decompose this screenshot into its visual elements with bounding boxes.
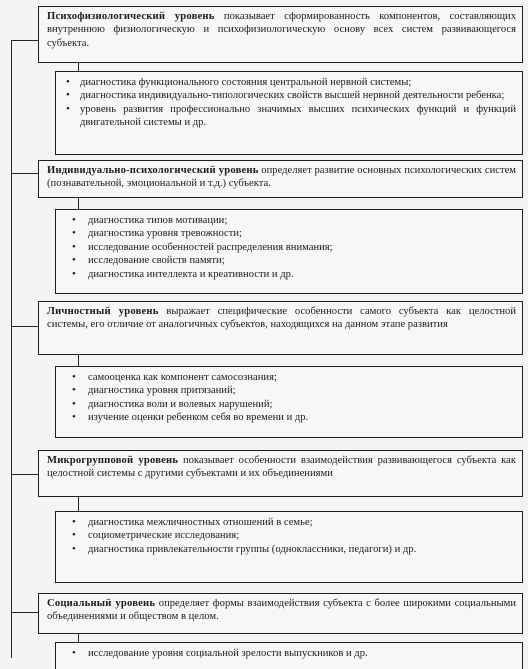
- list-item: • изучение оценки ребенком себя во времени и др.: [66, 411, 516, 424]
- list-item: • исследование особенностей распределения внимания;: [66, 241, 516, 254]
- list-box-psychophysiological: [55, 71, 523, 155]
- connector-down-3: [78, 355, 79, 366]
- list-box-microgroup: [55, 511, 523, 583]
- list-item: • уровень развития профессионально значимых высших психических функций и функций двигательной системы и др.: [66, 103, 516, 130]
- connector-stub-2: [11, 173, 38, 174]
- list-box-personal: [55, 366, 523, 438]
- list-box-individual-psychological: [55, 209, 523, 294]
- list-item: • диагностика межличностных отношений в семье;: [66, 516, 516, 529]
- connector-down-4: [78, 497, 79, 511]
- left-connector-line: [11, 40, 12, 658]
- level-description: определяет формы взаимодействия субъекта с более широкими социальными объединениями и обществом в целом.: [47, 598, 517, 623]
- level-box-individual-psychological: [38, 160, 523, 198]
- list-item: • социометрические исследования;: [66, 529, 516, 542]
- level-description: выражает специфические особенности самого субъекта как целостной системы, его отличие от аналогичных субъектов, находящихся на данном этапе развития: [47, 306, 517, 331]
- list-item: • диагностика функционального состояния центральной нервной системы;: [66, 76, 516, 89]
- list-item: • диагностика индивидуально-типологических свойств высшей нервной деятельности ребенка;: [66, 89, 516, 102]
- list-item: • исследование уровня социальной зрелости выпускников и др.: [66, 647, 516, 660]
- list-item: • диагностика типов мотивации;: [66, 214, 516, 227]
- level-box-microgroup: [38, 450, 523, 497]
- level-title: Психофизиологический уровень: [47, 11, 215, 22]
- connector-stub-1: [11, 40, 38, 41]
- level-box-social: [38, 593, 523, 634]
- level-title: Социальный уровень: [47, 598, 156, 609]
- list-item: • диагностика уровня притязаний;: [66, 384, 516, 397]
- level-title: Личностный уровень: [47, 306, 159, 317]
- connector-stub-3: [11, 326, 38, 327]
- list-item: • диагностика уровня тревожности;: [66, 227, 516, 240]
- connector-down-1: [78, 62, 79, 71]
- level-box-personal: [38, 301, 523, 355]
- connector-stub-5: [11, 612, 38, 613]
- level-box-psychophysiological: [38, 6, 523, 63]
- connector-down-5: [78, 634, 79, 642]
- level-description: определяет развитие основных психологических систем (познавательной, эмоциональной и т.д.) субъекта.: [47, 165, 516, 190]
- list-item: • диагностика воли и волевых нарушений;: [66, 398, 516, 411]
- connector-stub-4: [11, 474, 38, 475]
- list-box-social: [55, 642, 523, 669]
- list-item: • исследование свойств памяти;: [66, 254, 516, 267]
- level-description: показывает особенности взаимодействия развивающегося субъекта как целостной системы с другими субъектами и их объединениями: [47, 455, 516, 480]
- level-title: Индивидуально-психологический уровень: [47, 165, 259, 176]
- level-title: Микрогрупповой уровень: [47, 455, 179, 466]
- list-item: • диагностика интеллекта и креативности и др.: [66, 268, 516, 281]
- connector-down-2: [78, 198, 79, 209]
- list-item: • самооценка как компонент самосознания;: [66, 371, 516, 384]
- list-item: • диагностика привлекательности группы (одноклассники, педагоги) и др.: [66, 543, 516, 556]
- level-description: показывает сформированность компонентов, составляющих внутреннюю физиологическую и психофизиологическую основу всех систем развивающегося субъекта.: [47, 11, 516, 49]
